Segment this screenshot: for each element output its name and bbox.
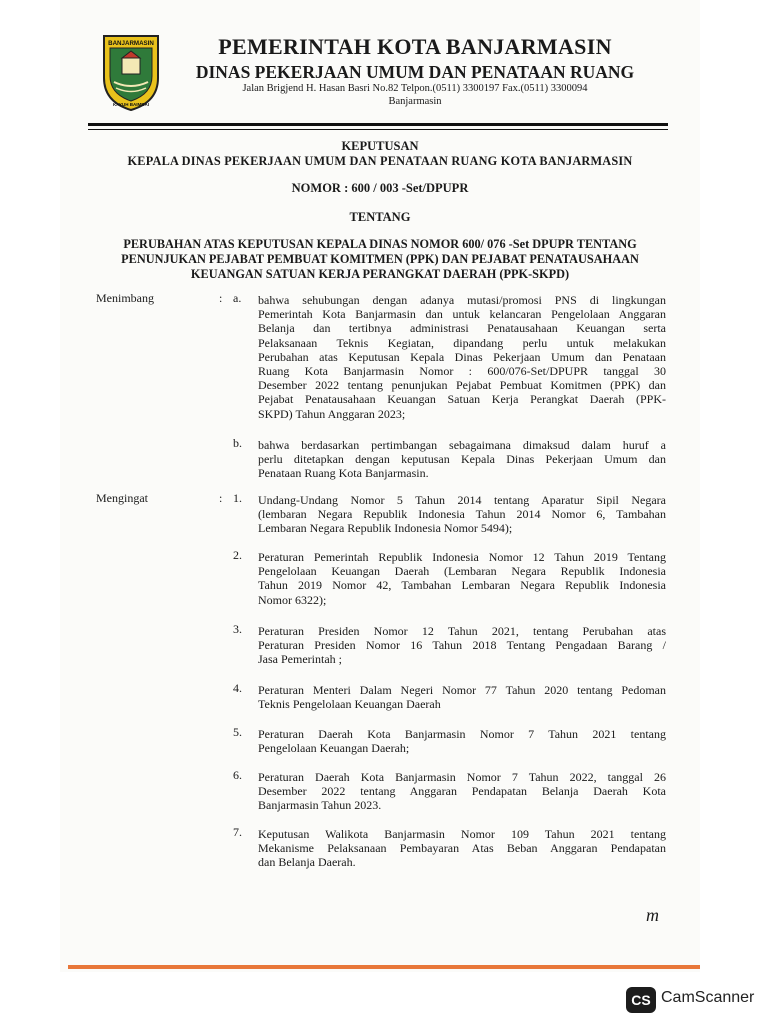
emblem-bottom-text: KAYUH BAIMBAI: [112, 102, 150, 107]
mengingat-item-text: [258, 727, 666, 755]
letterhead-title: PEMERINTAH KOTA BANJARMASIN: [218, 34, 612, 59]
decree-issuer: KEPALA DINAS PEKERJAAN UMUM DAN PENATAAN RUANG KOTA BANJARMASIN: [127, 154, 633, 168]
text-line: Belanja dan tertibnya administrasi Penatausahaan Keuangan serta: [258, 321, 666, 336]
camscanner-label: CamScanner: [661, 989, 755, 1006]
text-line: Desember 2022 tentang Anggaran Pendapatan Belanja Daerah Kota: [258, 784, 666, 799]
text-line: Desember 2022 tentang penunjukan Pejabat Pembuat Komitmen (PPK) dan: [258, 378, 666, 393]
menimbang-item-no: a.: [233, 291, 242, 305]
text-line: (lembaran Negara Republik Indonesia Tahun 2014 Nomor 6, Tambahan: [258, 507, 666, 522]
mengingat-item-no: 4.: [233, 681, 242, 695]
mengingat-item-text: [258, 550, 666, 607]
text-line: Lembaran Negara Republik Indonesia Nomor 5494);: [258, 521, 513, 536]
letterhead-subtitle: DINAS PEKERJAAN UMUM DAN PENATAAN RUANG: [195, 62, 635, 82]
decree-number: NOMOR : 600 / 003 -Set/DPUPR: [291, 181, 469, 195]
text-line: Peraturan Menteri Dalam Negeri Nomor 77 Tahun 2020 tentang Pedoman: [258, 683, 666, 697]
text-line: Peraturan Daerah Kota Banjarmasin Nomor 7 Tahun 2022, tanggal 26: [258, 770, 666, 784]
decree-about: TENTANG: [349, 210, 411, 224]
emblem-top-text: BANJARMASIN: [108, 40, 154, 47]
text-line: Tahun 2019 Nomor 42, Tambahan Lembaran Negara Republik Indonesia: [258, 578, 666, 593]
menimbang-label: Menimbang: [96, 291, 154, 305]
text-line: dan Belanja Daerah.: [258, 855, 356, 870]
text-line: Jasa Pemerintah ;: [258, 652, 342, 667]
text-line: Nomor 6322);: [258, 592, 327, 607]
text-line: Keputusan Walikota Banjarmasin Nomor 109 Tahun 2021 tentang: [258, 827, 666, 841]
mengingat-item-text: [258, 683, 666, 711]
text-line: Peraturan Presiden Nomor 16 Tahun 2018 Tentang Pengadaan Barang /: [258, 638, 666, 653]
mengingat-item-text: [258, 770, 666, 813]
text-line: Banjarmasin Tahun 2023.: [258, 798, 382, 813]
address-line-2: Banjarmasin: [388, 96, 442, 107]
address-line-1: Jalan Brigjend H. Hasan Basri No.82 Telpon.(0511) 3300197 Fax.(0511) 3300094: [242, 83, 588, 94]
mengingat-colon: :: [219, 491, 223, 505]
text-line: Pejabat Penatausahaan Keuangan Satuan Kerja Perangkat Daerah (PPK-: [258, 392, 666, 407]
text-line: Undang-Undang Nomor 5 Tahun 2014 tentang Aparatur Sipil Negara: [258, 493, 666, 507]
text-line: Penataan Ruang Kota Banjarmasin.: [258, 466, 429, 481]
mengingat-item-no: 1.: [233, 491, 242, 505]
menimbang-item-no: b.: [233, 436, 242, 450]
mengingat-item-no: 7.: [233, 825, 242, 839]
menimbang-item-text: [258, 438, 666, 481]
text-line: Pengelolaan Keuangan Daerah (Lembaran Negara Republik Indonesia: [258, 564, 666, 579]
text-line: bahwa berdasarkan pertimbangan sebagaimana dimaksud dalam huruf a: [258, 438, 666, 452]
camscanner-logo-icon: CS: [626, 987, 656, 1013]
decree-heading: KEPUTUSAN: [341, 139, 419, 153]
decree-subject: [90, 237, 670, 282]
subject-line: PERUBAHAN ATAS KEPUTUSAN KEPALA DINAS NOMOR 600/ 076 -Set DPUPR TENTANG: [123, 237, 637, 251]
subject-line: KEUANGAN SATUAN KERJA PERANGKAT DAERAH (PPK-SKPD): [190, 267, 570, 281]
text-line: Pelaksanaan Teknis Kegiatan, dipandang perlu untuk melakukan: [258, 335, 666, 350]
letterhead-address: [180, 82, 650, 108]
text-line: Ruang Kota Banjarmasin Nomor : 600/076-Set/DPUPR tanggal 30: [258, 364, 666, 379]
text-line: Pengelolaan Keuangan Daerah;: [258, 741, 410, 756]
menimbang-colon: :: [219, 291, 223, 305]
mengingat-item-no: 2.: [233, 548, 242, 562]
menimbang-item-text: [258, 293, 666, 421]
text-line: Peraturan Pemerintah Republik Indonesia Nomor 12 Tahun 2019 Tentang: [258, 550, 666, 564]
letterhead-rule-thin: [88, 129, 668, 130]
text-line: perlu ditetapkan dengan keputusan Kepala Dinas Pekerjaan Umum dan: [258, 452, 666, 467]
mengingat-item-text: [258, 827, 666, 870]
letterhead-rule-thick: [88, 123, 668, 126]
mengingat-item-text: [258, 493, 666, 536]
mengingat-label: Mengingat: [96, 491, 148, 505]
text-line: SKPD) Tahun Anggaran 2023;: [258, 406, 406, 421]
text-line: Perubahan atas Keputusan Kepala Dinas Pekerjaan Umum dan Penataan: [258, 349, 666, 364]
text-line: Mekanisme Pelaksanaan Pembayaran Atas Beban Anggaran Pendapatan: [258, 841, 666, 856]
text-line: bahwa sehubungan dengan adanya mutasi/promosi PNS di lingkungan: [258, 293, 666, 307]
mengingat-item-text: [258, 624, 666, 667]
text-line: Pemerintah Kota Banjarmasin dan untuk kelancaran Pengelolaan Anggaran: [258, 307, 666, 322]
mengingat-item-no: 6.: [233, 768, 242, 782]
mengingat-item-no: 5.: [233, 725, 242, 739]
text-line: Peraturan Daerah Kota Banjarmasin Nomor 7 Tahun 2021 tentang: [258, 727, 666, 741]
paraf-initial: m: [646, 905, 659, 925]
subject-line: PENUNJUKAN PEJABAT PEMBUAT KOMITMEN (PPK) DAN PEJABAT PENATAUSAHAAN: [121, 252, 639, 266]
mengingat-item-no: 3.: [233, 622, 242, 636]
text-line: Teknis Pengelolaan Keuangan Daerah: [258, 697, 441, 712]
city-emblem-icon: [100, 32, 162, 112]
page-bottom-edge: [68, 965, 700, 969]
text-line: Peraturan Presiden Nomor 12 Tahun 2021, tentang Perubahan atas: [258, 624, 666, 638]
